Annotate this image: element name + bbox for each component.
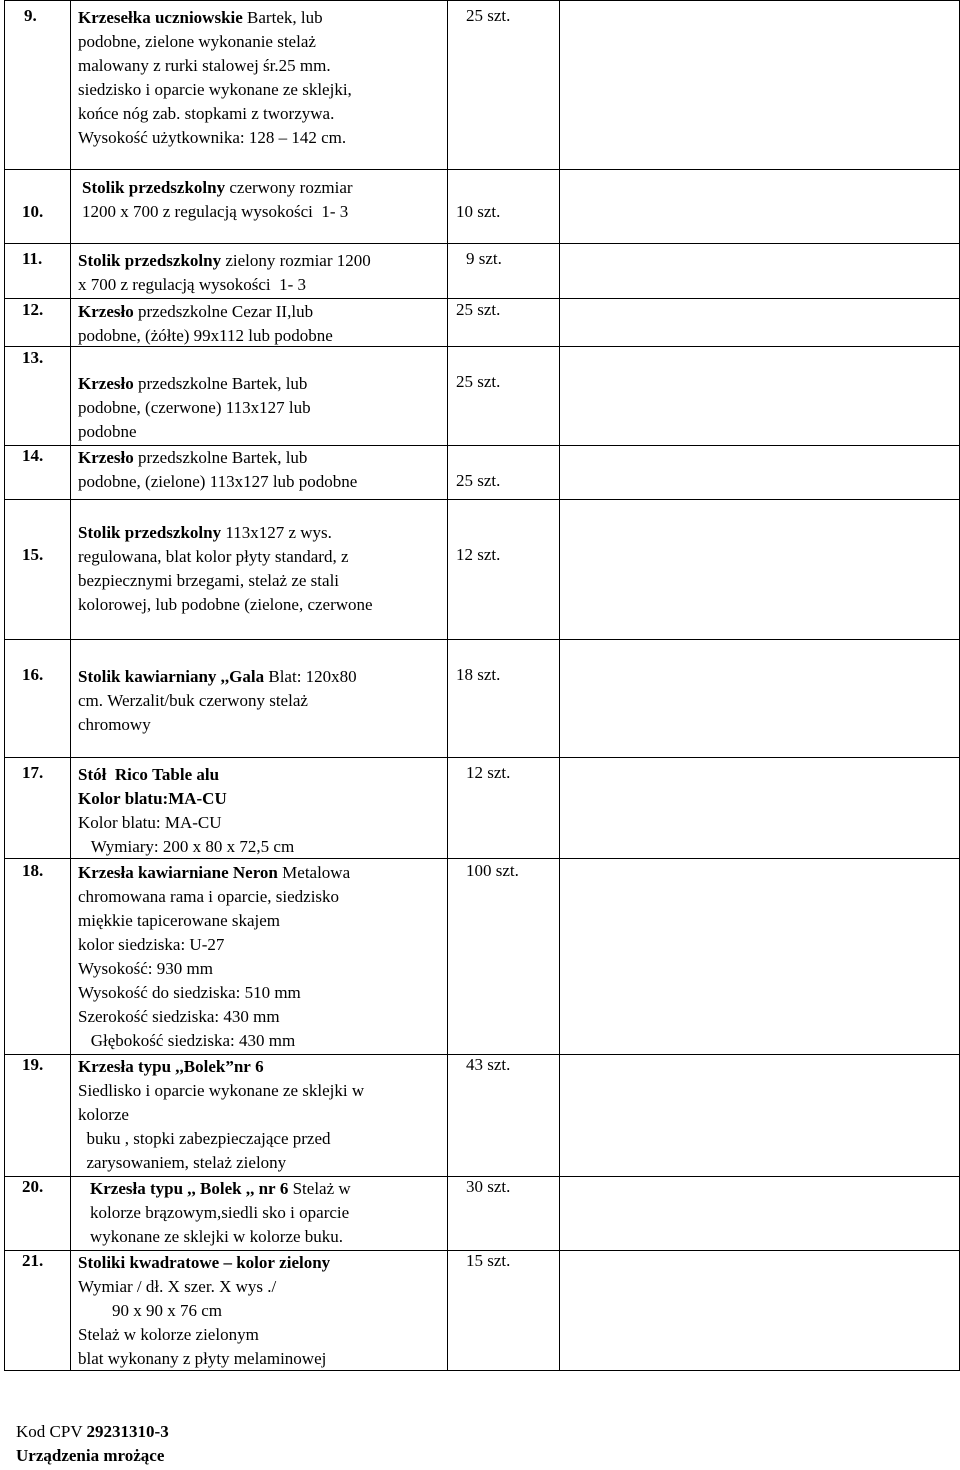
column-divider-quantity: [559, 0, 560, 1370]
row-description: [78, 300, 333, 348]
description-line: [78, 273, 371, 297]
description-text: kolorze: [78, 1105, 129, 1124]
row-description: [78, 372, 311, 444]
description-line: [78, 1347, 330, 1371]
cpv-line: [16, 1420, 169, 1444]
description-text: cm. Werzalit/buk czerwony stelaż: [78, 691, 308, 710]
description-line: [78, 885, 350, 909]
cpv-footer: [16, 1420, 169, 1468]
description-text: miękkie tapicerowane skajem: [78, 911, 281, 930]
row-divider: [4, 499, 960, 500]
description-text: blat wykonany z płyty melaminowej: [78, 1349, 327, 1368]
row-quantity: 12 szt.: [456, 545, 501, 564]
row-quantity: 100 szt.: [466, 861, 519, 880]
row-divider: [4, 243, 960, 244]
description-text: Siedlisko i oparcie wykonane ze sklejki w: [78, 1081, 365, 1100]
description-line: [78, 957, 350, 981]
description-text: Stolik przedszkolny: [78, 523, 222, 542]
row-quantity: 25 szt.: [456, 372, 501, 391]
description-text: x 700 z regulacją wysokości 1- 3: [78, 275, 307, 294]
row-number: 12.: [22, 300, 44, 319]
description-text: Krzesła kawiarniane Neron: [78, 863, 278, 882]
description-text: Krzesełka uczniowskie: [78, 8, 243, 27]
description-line: [78, 787, 294, 811]
description-line: [78, 78, 352, 102]
description-text: regulowana, blat kolor płyty standard, z: [78, 547, 349, 566]
row-description: [78, 1251, 330, 1371]
description-text: malowany z rurki stalowej śr.25 mm.: [78, 56, 331, 75]
description-text: chromowy: [78, 715, 151, 734]
description-text: Stelaż w: [288, 1179, 351, 1198]
description-text: buku , stopki zabezpieczające przed: [78, 1129, 331, 1148]
description-line: [78, 1127, 364, 1151]
description-text: przedszkolne Bartek, lub: [133, 448, 308, 467]
description-text: Kolor blatu:MA-CU: [78, 789, 227, 808]
description-line: [78, 372, 311, 396]
description-line: [78, 420, 311, 444]
description-text: Krzesło: [78, 302, 134, 321]
description-line: [78, 1299, 330, 1323]
description-text: podobne, (żółte) 99x112 lub podobne: [78, 326, 333, 345]
row-quantity: 15 szt.: [466, 1251, 511, 1270]
row-number: 20.: [22, 1177, 44, 1196]
row-quantity: 18 szt.: [456, 665, 501, 684]
description-line: [78, 6, 352, 30]
description-text: Metalowa: [277, 863, 351, 882]
description-line: [78, 249, 371, 273]
row-quantity: 25 szt.: [456, 300, 501, 319]
row-number: 21.: [22, 1251, 44, 1270]
row-divider: [4, 639, 960, 640]
description-line: [78, 470, 357, 494]
description-line: [78, 1275, 330, 1299]
description-text: 113x127 z wys.: [221, 523, 332, 542]
column-divider-description: [447, 0, 448, 1370]
description-text: zielony rozmiar 1200: [221, 251, 371, 270]
description-text: Wysokość użytkownika: 128 – 142 cm.: [78, 128, 347, 147]
description-line: [78, 1323, 330, 1347]
description-line: [78, 300, 333, 324]
description-line: [78, 1151, 364, 1175]
row-quantity: 9 szt.: [466, 249, 502, 268]
description-text: Krzesła typu ,, Bolek ,, nr 6: [90, 1179, 289, 1198]
description-line: [78, 545, 373, 569]
description-line: [78, 933, 350, 957]
description-line: [78, 909, 350, 933]
description-text: Krzesło: [78, 448, 134, 467]
description-text: 90 x 90 x 76 cm: [78, 1301, 223, 1320]
description-text: wykonane ze sklejki w kolorze buku.: [90, 1227, 344, 1246]
description-text: Wymiary: 200 x 80 x 72,5 cm: [78, 837, 295, 856]
description-line: [78, 835, 294, 859]
description-text: Szerokość siedziska: 430 mm: [78, 1007, 280, 1026]
row-description: [82, 176, 353, 224]
description-text: podobne: [78, 422, 137, 441]
description-text: czerwony rozmiar: [225, 178, 353, 197]
row-quantity: 25 szt.: [466, 6, 511, 25]
description-text: Wysokość do siedziska: 510 mm: [78, 983, 301, 1002]
description-text: 1200 x 700 z regulacją wysokości 1- 3: [82, 202, 349, 221]
description-line: [78, 30, 352, 54]
description-text: kolor siedziska: U-27: [78, 935, 225, 954]
description-line: [78, 102, 352, 126]
row-quantity: 30 szt.: [466, 1177, 511, 1196]
description-line: [82, 176, 353, 200]
description-line: [78, 665, 357, 689]
description-text: Blat: 120x80: [264, 667, 357, 686]
description-text: Stolik przedszkolny: [78, 251, 222, 270]
description-line: [78, 1079, 364, 1103]
description-text: chromowana rama i oparcie, siedzisko: [78, 887, 340, 906]
row-description: [78, 1055, 364, 1175]
description-text: bezpiecznymi brzegami, stelaż ze stali: [78, 571, 340, 590]
description-text: Stolik kawiarniany ,,Gala: [78, 667, 265, 686]
description-line: [78, 593, 373, 617]
description-line: [78, 569, 373, 593]
description-text: podobne, (zielone) 113x127 lub podobne: [78, 472, 358, 491]
description-text: podobne, (czerwone) 113x127 lub: [78, 398, 311, 417]
description-line: [78, 446, 357, 470]
description-text: kolorze brązowym,siedli sko i oparcie: [90, 1203, 350, 1222]
row-number: 16.: [22, 665, 44, 684]
section-heading: Urządzenia mrożące: [16, 1446, 165, 1465]
description-line: [78, 521, 373, 545]
table-border-left: [4, 0, 5, 1370]
description-text: kolorowej, lub podobne (zielone, czerwone: [78, 595, 373, 614]
row-description: [90, 1177, 351, 1249]
row-quantity: 25 szt.: [456, 471, 501, 490]
row-number: 14.: [22, 446, 44, 465]
row-number: 19.: [22, 1055, 44, 1074]
row-divider: [4, 0, 960, 1]
description-line: [90, 1177, 351, 1201]
description-text: Stoliki kwadratowe – kolor zielony: [78, 1253, 331, 1272]
row-divider: [4, 169, 960, 170]
description-text: Wymiar / dł. X szer. X wys ./: [78, 1277, 277, 1296]
description-line: [90, 1201, 351, 1225]
description-text: Bartek, lub: [242, 8, 323, 27]
row-quantity: 10 szt.: [456, 202, 501, 221]
description-text: Stół Rico Table alu: [78, 765, 220, 784]
description-text: siedzisko i oparcie wykonane ze sklejki,: [78, 80, 352, 99]
description-text: Wysokość: 930 mm: [78, 959, 213, 978]
description-text: podobne, zielone wykonanie stelaż: [78, 32, 316, 51]
row-description: [78, 249, 371, 297]
description-line: [78, 763, 294, 787]
description-line: [78, 981, 350, 1005]
description-text: Kolor blatu: MA-CU: [78, 813, 222, 832]
description-text: przedszkolne Cezar II,lub: [133, 302, 314, 321]
description-line: [78, 1103, 364, 1127]
description-text: Krzesło: [78, 374, 134, 393]
description-text: przedszkolne Bartek, lub: [133, 374, 308, 393]
description-text: Stolik przedszkolny: [82, 178, 226, 197]
description-line: [78, 1055, 364, 1079]
description-line: [78, 713, 357, 737]
row-description: [78, 861, 350, 1053]
row-number: 9.: [24, 6, 37, 25]
row-number: 13.: [22, 348, 44, 367]
description-line: [78, 1005, 350, 1029]
description-line: [78, 1251, 330, 1275]
description-line: [82, 200, 353, 224]
description-line: [78, 126, 352, 150]
row-divider: [4, 298, 960, 299]
row-number: 11.: [22, 249, 43, 268]
row-description: [78, 665, 357, 737]
row-number: 10.: [22, 202, 44, 221]
row-description: [78, 446, 357, 494]
description-text: Stelaż w kolorze zielonym: [78, 1325, 259, 1344]
row-quantity: 12 szt.: [466, 763, 511, 782]
description-text: końce nóg zab. stopkami z tworzywa.: [78, 104, 335, 123]
row-description: [78, 521, 373, 617]
cpv-label: Kod CPV: [16, 1422, 87, 1441]
row-number: 17.: [22, 763, 44, 782]
description-text: Głębokość siedziska: 430 mm: [78, 1031, 296, 1050]
description-line: [78, 689, 357, 713]
description-line: [78, 324, 333, 348]
row-number: 15.: [22, 545, 44, 564]
description-line: [78, 811, 294, 835]
description-line: [90, 1225, 351, 1249]
description-text: Krzesła typu ,,Bolek”nr 6: [78, 1057, 264, 1076]
row-quantity: 43 szt.: [466, 1055, 511, 1074]
cpv-code: 29231310-3: [86, 1422, 169, 1441]
description-line: [78, 861, 350, 885]
row-description: [78, 6, 352, 150]
description-line: [78, 396, 311, 420]
row-number: 18.: [22, 861, 44, 880]
row-divider: [4, 757, 960, 758]
description-line: [78, 1029, 350, 1053]
description-text: zarysowaniem, stelaż zielony: [78, 1153, 287, 1172]
row-description: [78, 763, 294, 859]
description-line: [78, 54, 352, 78]
